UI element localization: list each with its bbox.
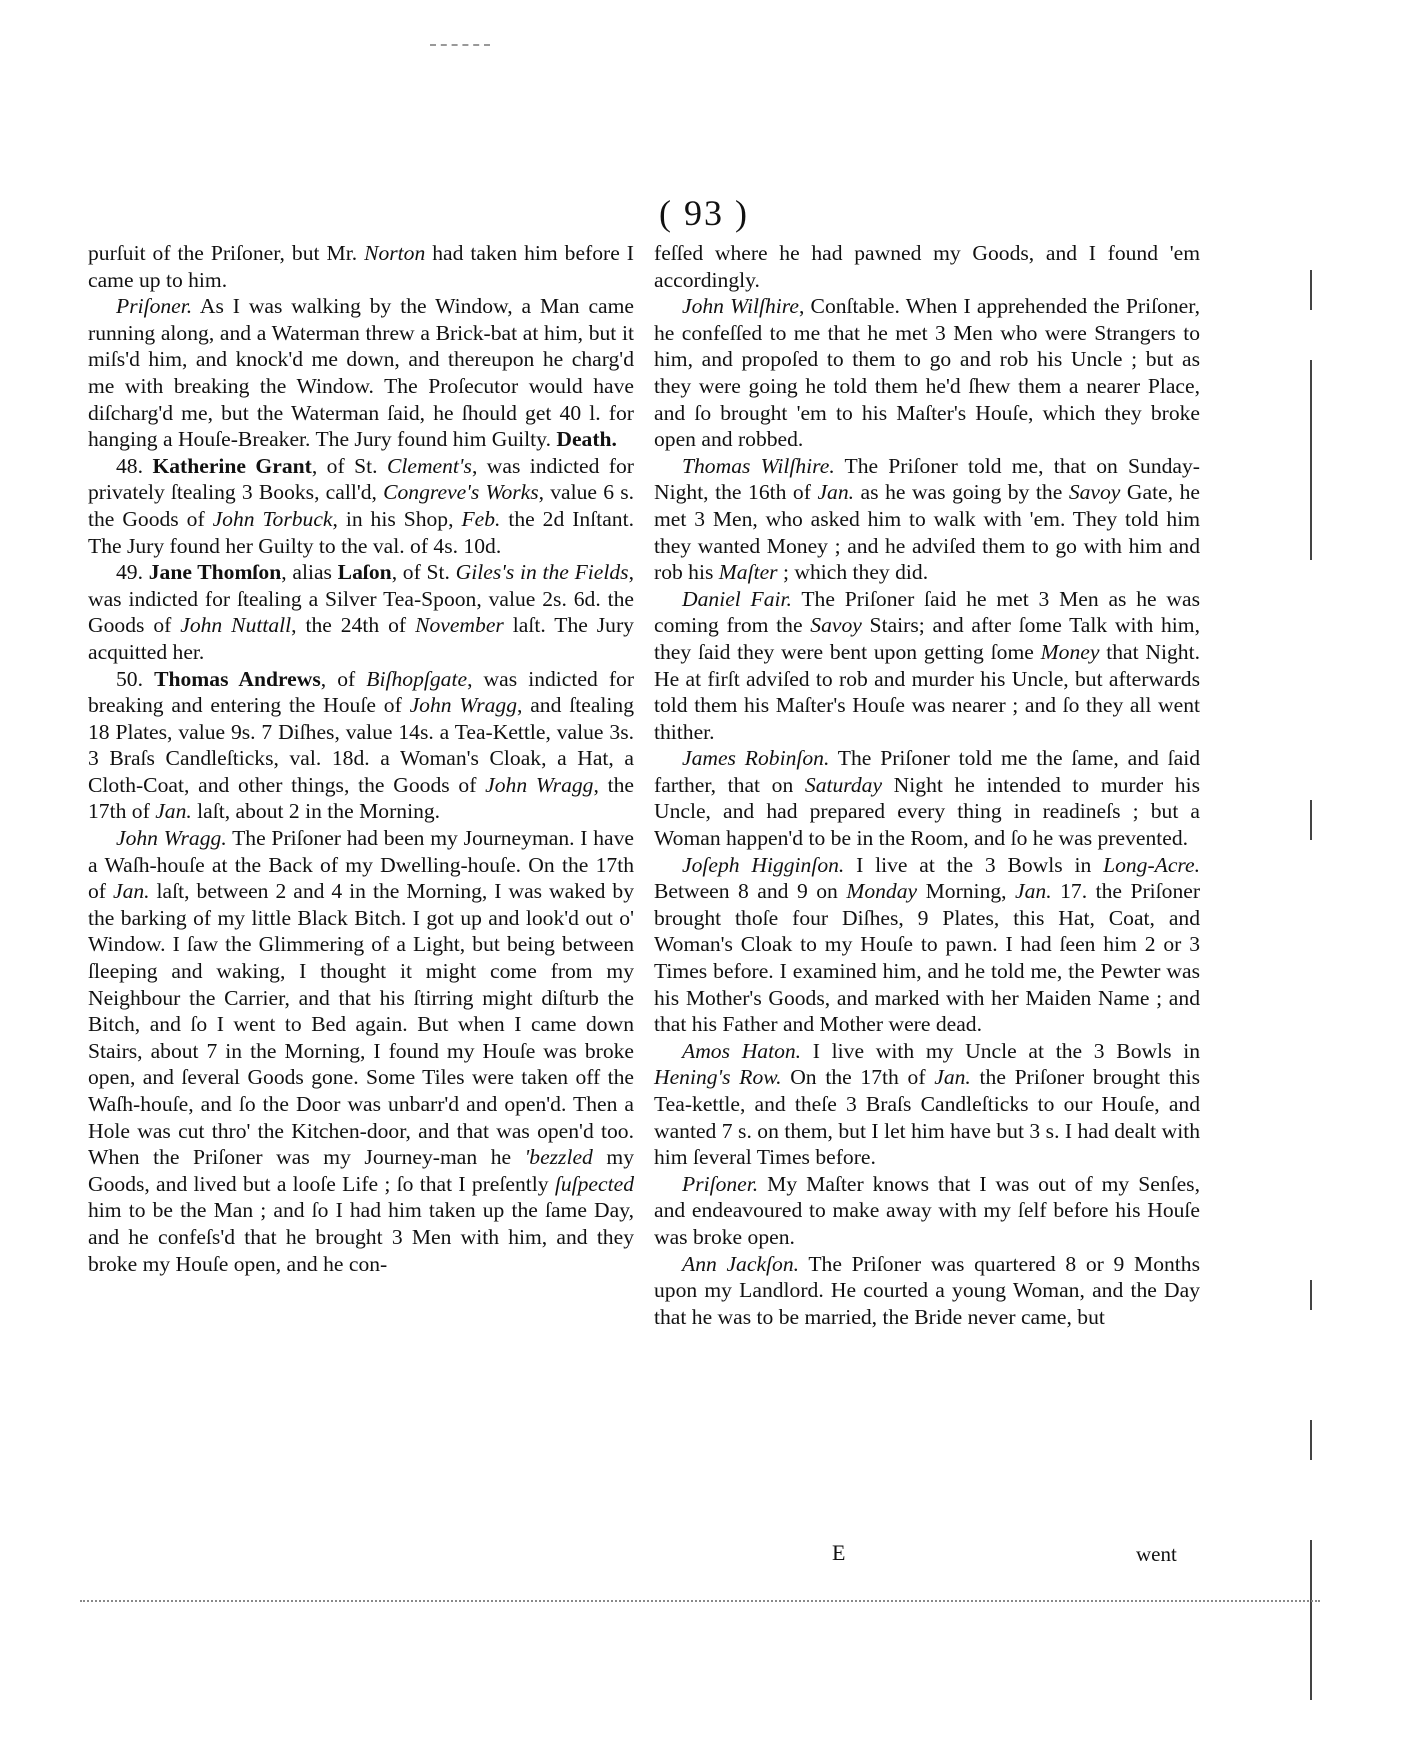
italic-text: Jan. (112, 879, 150, 904)
text-run: that Night. He at firſt adviſed to rob and murder his Uncle, but afterwards told them his Maſter's Houſe was nearer ; and ſo they all went thither. (654, 639, 1200, 744)
blackletter-name: Laſon (337, 560, 392, 585)
print-artifact (80, 1600, 1320, 1608)
text-run: him to be the Man ; and ſo I had him taken up the ſame Day, and he confeſs'd that he brought 3 Men with him, and they broke my Houſe open, and he con- (88, 1198, 634, 1276)
text-run: As I was walking by the Window, a Man came running along, and a Waterman threw a Brick-bat at him, but it miſs'd him, and knock'd me down, and thereupon he charg'd me with breaking the Window. The Proſecutor would have diſcharg'd me, but the Waterman ſaid, he ſhould get 40 l. for hanging a Houſe-Breaker. The Jury found him Guilty. (88, 294, 634, 452)
italic-text: 'bezzled (524, 1145, 593, 1170)
paragraph (654, 852, 1200, 1038)
text-run: On the 17th of (781, 1065, 935, 1090)
text-run: ; which they did. (777, 560, 929, 585)
paragraph (654, 293, 1200, 453)
paragraph (88, 666, 634, 826)
italic-text: Money (1040, 639, 1100, 664)
text-run: 48. (116, 453, 153, 478)
italic-text: Jan. (155, 799, 192, 824)
text-run: Stairs; and after ſome Talk with him, they ſaid they were bent upon getting ſome (654, 613, 1200, 664)
italic-text: Savoy (1068, 480, 1121, 505)
text-run: , of St. (391, 560, 456, 585)
paragraph (88, 453, 634, 559)
italic-text: Jan. (1015, 879, 1052, 904)
italic-text: Long-Acre. (1103, 852, 1201, 877)
signature-mark: E (832, 1540, 846, 1565)
text-run: Between 8 and 9 on (654, 879, 847, 904)
text-run: , in his Shop, (332, 506, 462, 531)
paragraph (88, 825, 634, 1277)
text-run: the Priſoner brought this Tea-kettle, and theſe 3 Braſs Candleſticks to our Houſe, and wanted 7 s. on them, but I let him have but 3 s. I had dealt with him ſeveral Times before. (654, 1065, 1200, 1170)
paragraph (654, 1251, 1200, 1331)
text-run: my Goods, and lived but a looſe Life ; ſo that I preſently (88, 1145, 634, 1196)
italic-text: John Torbuck (212, 506, 333, 531)
text-run: , the 24th of (291, 613, 416, 638)
text-run: laſt, between 2 and 4 in the Morning, I was waked by the barking of my little Black Bitch. I got up and look'd out o' Window. I ſaw the Glimmering of a Light, but being between ſleeping and waking, I thought it might come from my Neighbour the Carrier, and that his ſtirring might diſturb the Bitch, and ſo I went to Bed again. But when I came down Stairs, about 7 in the Morning, I found my Houſe was broke open, and ſeveral Goods gone. Some Tiles were taken off the Waſh-houſe, and ſo the Door was unbarr'd and open'd. Then a Hole was cut thro' the Kitchen-door, and that was open'd too. When the Priſoner was my Journey-man he (88, 879, 634, 1170)
italic-text: Clement's (386, 453, 472, 478)
italic-text: Saturday (804, 772, 883, 797)
italic-text: Thomas Wilſhire. (682, 453, 835, 478)
italic-text: Priſoner. (682, 1171, 759, 1196)
text-run: The Priſoner told me, that on Sunday-Night, the 16th of (654, 453, 1200, 505)
italic-text: Amos Haton. (682, 1038, 802, 1063)
italic-text: Priſoner. (116, 294, 193, 319)
text-run: The Priſoner ſaid he met 3 Men as he was coming from the (654, 586, 1200, 638)
continued-paragraph (654, 240, 1200, 293)
italic-text: ſuſpected (554, 1171, 634, 1196)
text-run: , was indicted for breaking and entering the Houſe of (88, 666, 635, 718)
text-run: , alias (281, 560, 338, 585)
margin-scan-artifacts (1310, 240, 1350, 1560)
blackletter-name: Death. (556, 427, 617, 452)
text-run: , value 6 s. the Goods of (88, 480, 634, 531)
italic-text: John Wragg (409, 693, 517, 718)
italic-text: Norton (364, 241, 426, 265)
italic-text: John Nuttall (180, 613, 292, 638)
text-run: feſſed where he had pawned my Goods, and I found 'em accordingly. (654, 241, 1200, 292)
italic-text: Giles's in the Fields (455, 560, 629, 585)
paragraph (654, 586, 1200, 746)
text-run: , of St. (311, 453, 387, 478)
italic-text: Joſeph Higginſon. (682, 852, 845, 877)
text-run: the 2d Inſtant. The Jury found her Guilty to the val. of 4s. 10d. (88, 506, 634, 558)
paragraph (654, 453, 1200, 586)
paragraph (654, 745, 1200, 851)
text-run: laſt, about 2 in the Morning. (191, 799, 441, 824)
text-run: 17. the Priſoner brought thoſe four Diſhes, 9 Plates, this Hat, Coat, and Woman's Cloak to my Houſe to pawn. I had ſeen him 2 or 3 Times before. I examined him, and he told me, the Pewter was his Mother's Goods, and marked with her Maiden Name ; and that his Father and Mother were dead. (654, 879, 1201, 1037)
blackletter-name: Thomas Andrews (154, 666, 321, 691)
italic-text: Jan. (817, 480, 855, 505)
text-run: Gate, he met 3 Men, who asked him to walk with 'em. They told him they wanted Money ; and he adviſed them to go with him and rob his (654, 480, 1200, 585)
italic-text: John Wragg (485, 772, 594, 797)
text-run: I live with my Uncle at the 3 Bowls in (801, 1038, 1200, 1063)
continued-paragraph (88, 240, 634, 293)
italic-text: Congreve's Works (383, 480, 539, 505)
text-run: as he was going by the (854, 480, 1069, 505)
text-run: The Priſoner was quartered 8 or 9 Months upon my Landlord. He courted a young Woman, and the Day that he was to be married, the Bride never came, but (654, 1251, 1200, 1329)
italic-text: Ann Jackſon. (682, 1251, 800, 1276)
paragraph (88, 559, 634, 665)
text-run: My Maſter knows that I was out of my Senſes, and endeavoured to make away with my ſelf before his Houſe was broke open. (654, 1171, 1200, 1249)
text-run: Morning, (917, 879, 1016, 904)
italic-text: John Wilſhire (682, 294, 799, 319)
italic-text: James Robinſon. (682, 746, 830, 771)
italic-text: Hening's Row. (654, 1065, 782, 1090)
blackletter-name: Katherine Grant (152, 453, 312, 478)
text-run: , and ſtealing 18 Plates, value 9s. 7 Diſhes, value 14s. a Tea-Kettle, value 3s. 3 Braſs Candleſticks, val. 18d. a Woman's Cloak, a Hat, a Cloth-Coat, and other things, the Goods of (88, 693, 634, 797)
paragraph (88, 293, 634, 453)
italic-text: Feb. (461, 506, 501, 531)
text-run: Night he intended to murder his Uncle, and had prepared every thing in readineſs ; but a Woman happen'd to be in the Room, and ſo he was prevented. (654, 772, 1200, 851)
right-column (654, 240, 1200, 1330)
catchword: went (1136, 1542, 1177, 1566)
italic-text: Monday (846, 879, 918, 904)
italic-text: John Wragg. (116, 826, 227, 851)
text-run: purſuit of the Priſoner, but Mr. (88, 241, 365, 265)
paragraph (654, 1038, 1200, 1171)
text-run: 50. (116, 666, 155, 691)
text-run: had taken him before I came up to him. (88, 241, 634, 292)
paragraph (654, 1171, 1200, 1251)
italic-text: Savoy (810, 613, 862, 638)
print-artifact (430, 44, 490, 48)
text-run: laſt. The Jury acquitted her. (88, 613, 634, 664)
text-run: , was indicted for privately ſtealing 3 Books, call'd, (88, 453, 634, 505)
text-run: The Priſoner had been my Journeyman. I have a Waſh-houſe at the Back of my Dwelling-houſe. On the 17th of (88, 826, 634, 904)
left-column (88, 240, 634, 1277)
text-run: , the 17th of (88, 772, 635, 824)
blackletter-name: Jane Thomſon (148, 560, 282, 585)
text-run: , Conſtable. When I apprehended the Priſoner, he confeſſed to me that he met 3 Men who were Strangers to him, and propoſed to them to go and rob his Uncle ; but as they were going he told them he'd ſhew them a nearer Place, and ſo brought 'em to his Maſter's Houſe, which they broke open and robbed. (654, 294, 1200, 452)
text-run: The Priſoner told me the ſame, and ſaid farther, that on (654, 746, 1201, 797)
italic-text: Daniel Fair. (682, 586, 792, 611)
italic-text: Jan. (934, 1065, 971, 1090)
text-run: 49. (116, 560, 149, 585)
text-run: , of (320, 666, 367, 691)
page-number: ( 93 ) (659, 193, 749, 233)
text-run: , was indicted for ſtealing a Silver Tea-Spoon, value 2s. 6d. the Goods of (88, 560, 634, 638)
italic-text: November (415, 613, 504, 638)
italic-text: Maſter (718, 560, 778, 585)
text-run: I live at the 3 Bowls in (844, 852, 1104, 877)
italic-text: Biſhopſgate (366, 666, 468, 691)
